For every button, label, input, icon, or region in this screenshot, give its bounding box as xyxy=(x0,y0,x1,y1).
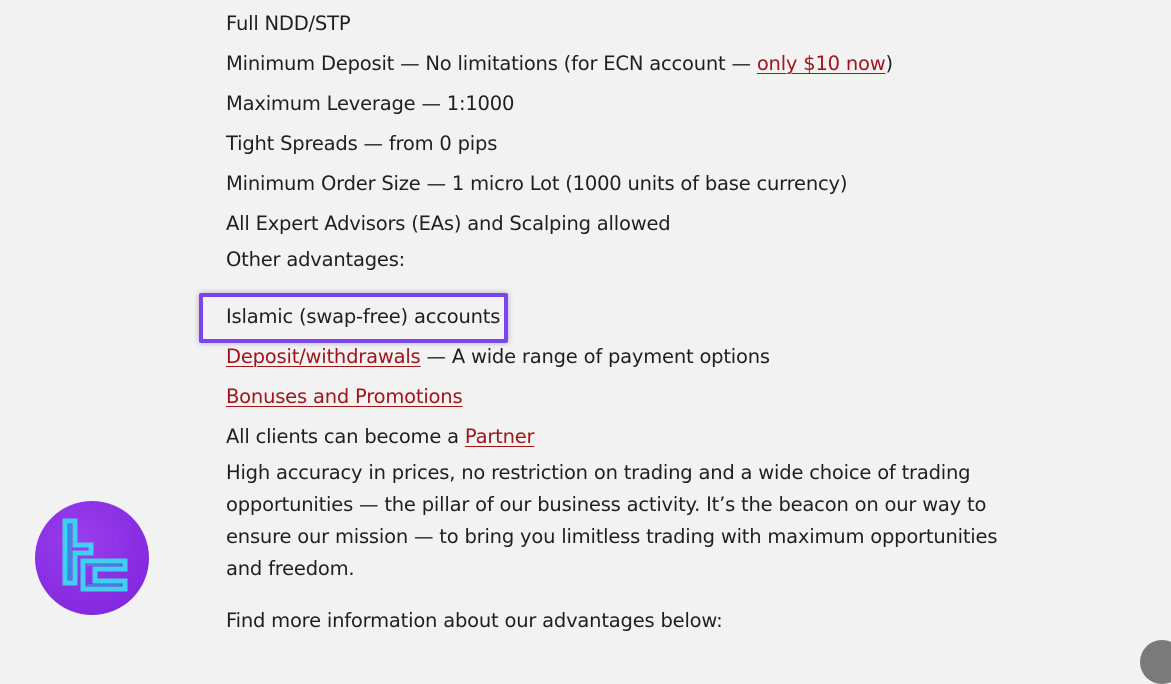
feature-min-deposit xyxy=(226,51,893,77)
feature-max-leverage: Maximum Leverage — 1:1000 xyxy=(226,92,515,115)
deposit-withdrawals-link[interactable]: Deposit/withdrawals xyxy=(226,345,421,368)
bonuses-promotions-link[interactable]: Bonuses and Promotions xyxy=(226,385,463,408)
deposit-withdrawals-item xyxy=(226,344,770,370)
feature-spreads: Tight Spreads — from 0 pips xyxy=(226,132,498,155)
tc-logo-icon[interactable] xyxy=(35,501,149,615)
partner-link[interactable]: Partner xyxy=(464,425,535,448)
feature-min-order: Minimum Order Size — 1 micro Lot (1000 units of base currency) xyxy=(226,172,848,195)
feature-eas: All Expert Advisors (EAs) and Scalping allowed xyxy=(226,212,671,235)
other-advantages-heading: Other advantages: xyxy=(226,248,406,271)
highlight-box xyxy=(199,293,508,343)
partner-item xyxy=(226,424,534,450)
scroll-to-top-button[interactable] xyxy=(1140,640,1171,684)
more-info-text: Find more information about our advantages below: xyxy=(226,609,723,632)
mission-paragraph: High accuracy in prices, no restriction on trading and a wide choice of trading opportunities — the pillar of our business activity. It’s the beacon on our way to ensure our mission — to bring you limitless trading with maximum opportunities and freedom. xyxy=(226,461,998,580)
ecn-deposit-link[interactable]: only $10 now xyxy=(756,52,886,75)
deposit-withdrawals-text: — A wide range of payment options xyxy=(420,345,770,368)
feature-ndd: Full NDD/STP xyxy=(226,12,351,35)
islamic-accounts: Islamic (swap-free) accounts xyxy=(226,305,501,328)
bonuses-item xyxy=(226,384,462,410)
min-deposit-suffix: ) xyxy=(885,52,893,75)
tc-logo-glyph xyxy=(35,501,149,615)
min-deposit-text: Minimum Deposit — No limitations (for ECN account — xyxy=(226,52,757,75)
partner-text: All clients can become a xyxy=(226,425,465,448)
